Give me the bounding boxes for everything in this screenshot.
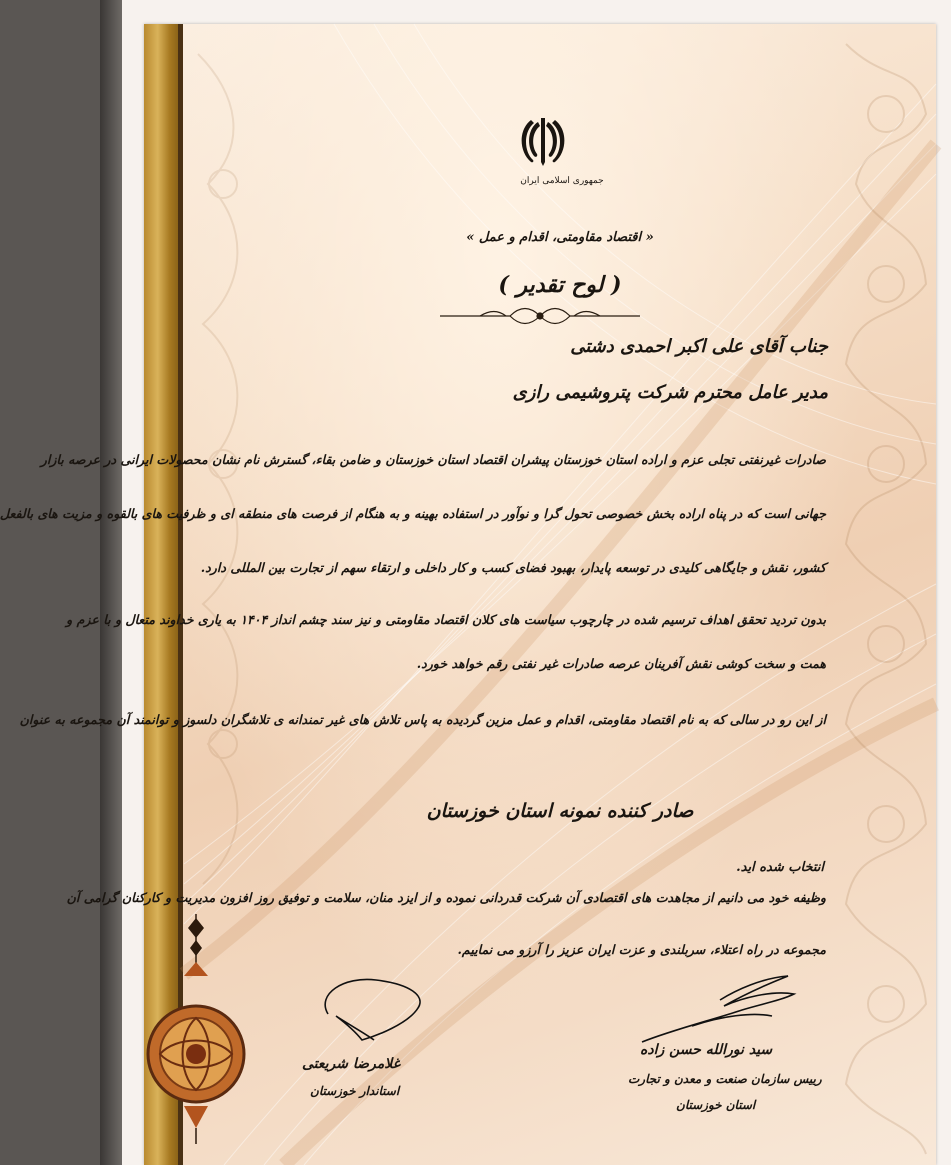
left-signature-scribble <box>314 974 434 1044</box>
country-name: جمهوری اسلامی ایران <box>520 176 604 186</box>
recipient-position: مدیر عامل محترم شرکت پتروشیمی رازی <box>512 382 828 403</box>
body-line-4: بدون تردید تحقق اهداف ترسیم شده در چارچوب سیاست های کلان اقتصاد مقاومتی و نیز سند چشم انداز ۱۴۰۴ به یاری خداوند متعال و با عزم و <box>66 612 826 627</box>
scan-shadow-edge <box>100 0 122 1165</box>
body-line-5: همت و سخت کوشی نقش آفرینان عرصه صادرات غیر نفتی رقم خواهد خورد. <box>416 656 826 671</box>
certificate-motto: « اقتصاد مقاومتی، اقدام و عمل » <box>466 230 654 245</box>
right-signature-scribble <box>632 970 802 1050</box>
closing-line-1: وظیفه خود می دانیم از مجاهدت های اقتصادی آن شرکت قدردانی نموده و از ایزد منان، سلامت و توفیق روز افزون مدیریت و کارکنان گرامی آن <box>66 890 826 905</box>
left-signatory-name: غلامرضا شریعتی <box>302 1056 400 1072</box>
certificate-sheet <box>0 24 936 1165</box>
certificate-title: ( لوح تقدیر ) <box>498 272 622 298</box>
body-line-1: صادرات غیرنفتی تجلی عزم و اراده استان خوزستان پیشران اقتصاد استان خوزستان و ضامن بقاء، گسترش نام نشان محصولات ایرانی در عرصه بازار <box>40 452 826 467</box>
right-signatory-name: سید نورالله حسن زاده <box>640 1042 773 1058</box>
award-title: صادر کننده نمونه استان خوزستان <box>426 800 694 822</box>
national-emblem-icon <box>520 116 566 168</box>
selected-text: انتخاب شده اید. <box>736 860 824 875</box>
right-watermark-ornament <box>826 24 936 1165</box>
decorative-swirl-lines <box>184 24 936 1165</box>
right-signatory-title-line2: استان خوزستان <box>676 1098 756 1112</box>
right-signatory-title-line1: رییس سازمان صنعت و معدن و تجارت <box>628 1072 822 1086</box>
rosette-ornament <box>144 914 248 1144</box>
body-line-2: جهانی است که در پناه اراده بخش خصوصی تحول گرا و نوآور در استفاده بهینه و به هنگام از فرصت های منطقه ای و ظرفیت های بالقوه و مزیت های بالفعل <box>0 506 826 521</box>
left-signatory-title: استاندار خوزستان <box>310 1084 400 1098</box>
body-line-3: کشور، نقش و جایگاهی کلیدی در توسعه پایدار، بهبود فضای کسب و کار داخلی و ارتقاء سهم از تجارت بین المللی دارد. <box>200 560 826 575</box>
recipient-name: جناب آقای علی اکبر احمدی دشتی <box>570 336 828 357</box>
body-line-6: از این رو در سالی که به نام اقتصاد مقاومتی، اقدام و عمل مزین گردیده به پاس تلاش های غیر تمندانه ی تلاشگران دلسوز و توانمند آن مجموعه به عنوان <box>19 712 826 727</box>
title-flourish-ornament <box>440 304 640 328</box>
closing-line-2: مجموعه در راه اعتلاء، سربلندی و عزت ایران عزیز را آرزو می نماییم. <box>457 942 826 957</box>
